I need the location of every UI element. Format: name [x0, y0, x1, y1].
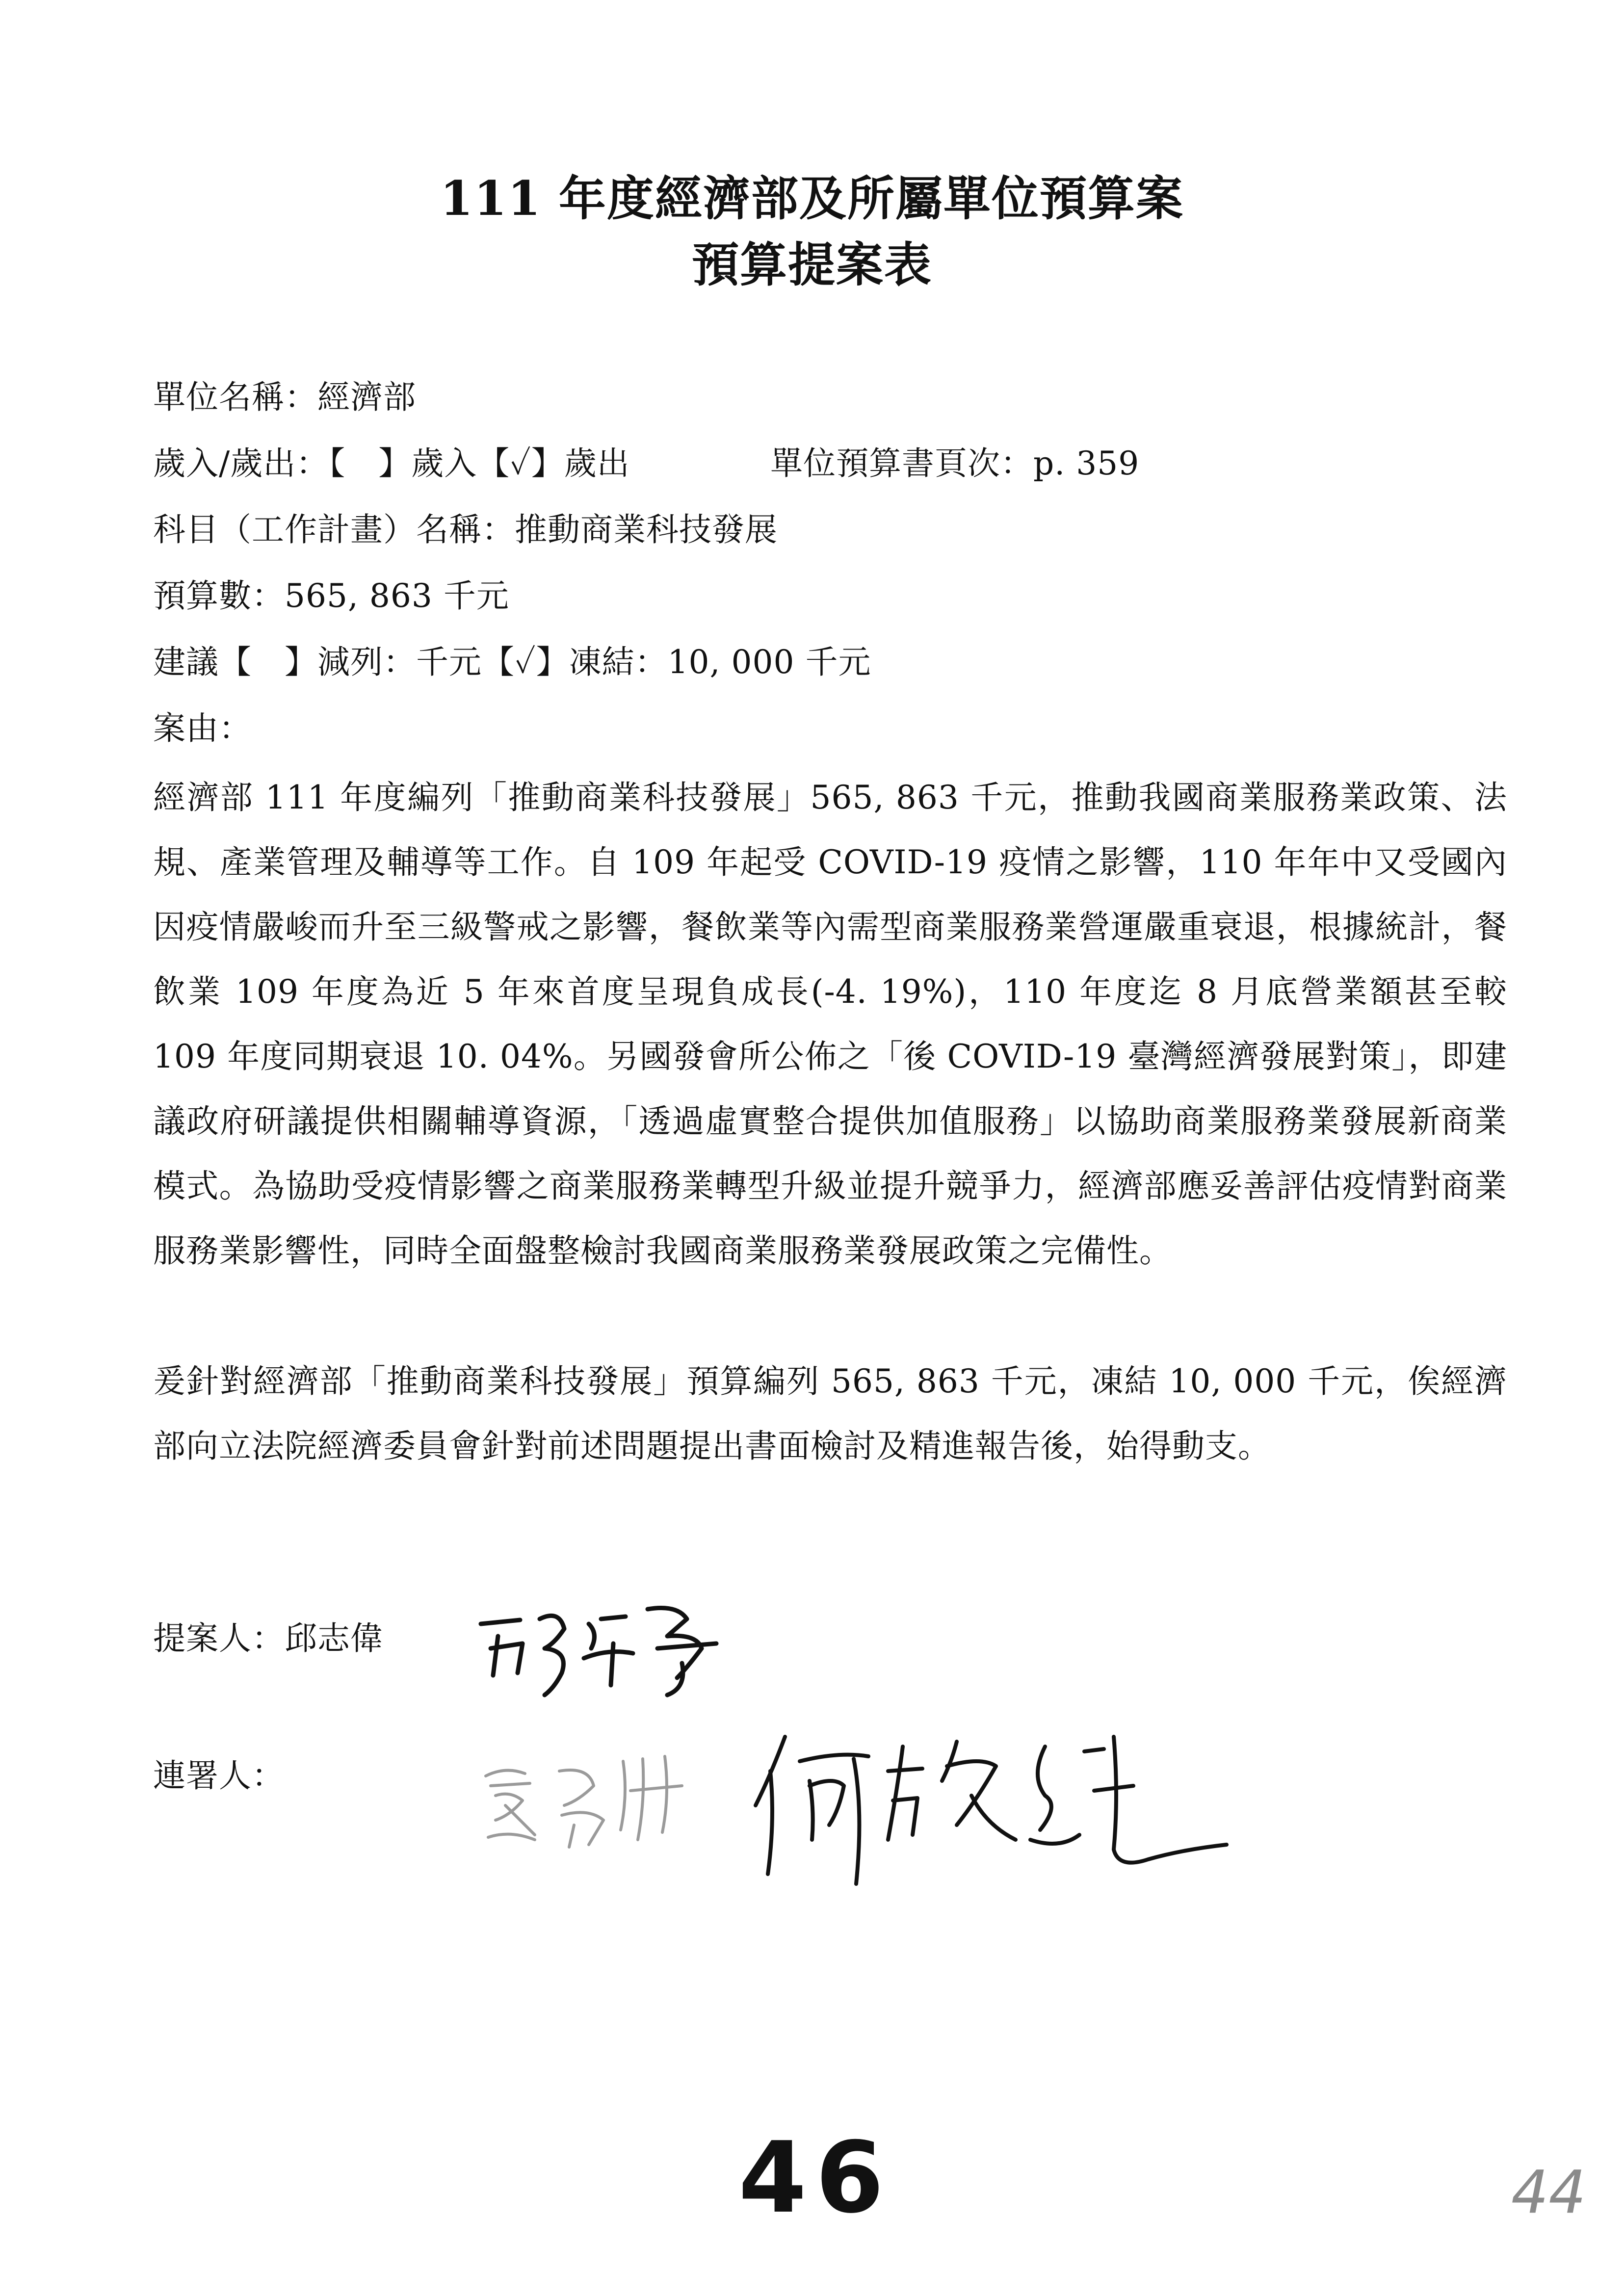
- proposer-label: 提案人：邱志偉: [153, 1619, 383, 1657]
- unit-name-field: 單位名稱：經濟部: [153, 378, 416, 416]
- reason-paragraph-2: 爰針對經濟部「推動商業科技發展」預算編列 565, 863 千元，凍結 10, 000 千元，俟經濟部向立法院經濟委員會針對前述問題提出書面檢討及精進報告後，始得動支。: [153, 1362, 1507, 1465]
- budget-amount-field: 預算數：565, 863 千元: [153, 577, 509, 615]
- suggestion-field: 建議【 】減列：千元【✓】凍結：10, 000 千元: [153, 643, 871, 681]
- proposer-signature: [471, 1590, 726, 1702]
- document-title: 111 年度經濟部及所屬單位預算案: [440, 171, 1184, 226]
- handwritten-page-number: 46: [738, 2121, 893, 2235]
- reason-label: 案由：: [153, 709, 252, 747]
- cosigner-signature-2: [741, 1727, 1231, 1889]
- revenue-expense-field: 歲入/歲出：【 】歲入【✓】歲出: [153, 444, 630, 482]
- document-subtitle: 預算提案表: [692, 237, 932, 292]
- corner-page-number: 44: [1511, 2159, 1586, 2227]
- cosigner-signature-1: [476, 1747, 702, 1854]
- budget-page-reference: 單位預算書頁次：p. 359: [770, 444, 1140, 482]
- cosigner-label: 連署人：: [153, 1757, 285, 1795]
- item-name-field: 科目（工作計畫）名稱：推動商業科技發展: [153, 511, 778, 548]
- reason-paragraph-1: 經濟部 111 年度編列「推動商業科技發展」565, 863 千元，推動我國商業服務業政策、法規、產業管理及輔導等工作。自 109 年起受 COVID-19 疫情之影響，110 年年中又受國內因疫情嚴峻而升至三級警戒之影響，餐飲業等內需型商業服務業營運嚴重衰退，根據統計，餐飲業 109 年度為近 5 年來首度呈現負成長(-4. 19%)，110 年度迄 8 月底營業額甚至較 109 年度同期衰退 10. 04%。另國發會所公佈之「後 COVID-19 臺灣經濟發展對策」，即建議政府研議提供相關輔導資源，「透過虛實整合提供加值服務」以協助商業服務業發展新商業模式。為協助受疫情影響之商業服務業轉型升級並提升競爭力，經濟部應妥善評估疫情對商業服務業影響性，同時全面盤整檢討我國商業服務業發展政策之完備性。: [153, 779, 1507, 1270]
